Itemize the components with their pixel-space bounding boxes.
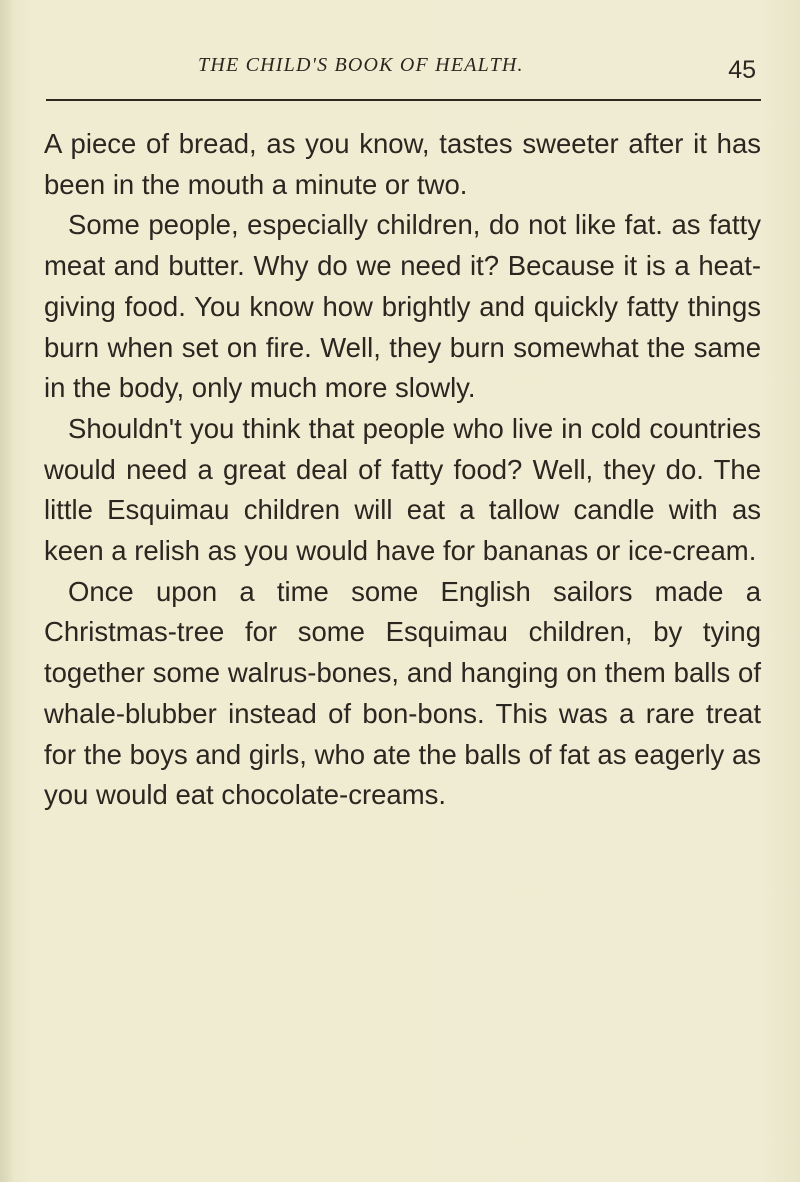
header-rule (46, 99, 761, 101)
body-text (44, 124, 761, 816)
paragraph-cold-countries: Shouldn't you think that people who live in cold countries would need a great deal of fatty food? Well, they do. The little Esquimau children will eat a tallow candle with as keen a relish as you would have for bananas or ice-cream. (44, 412, 761, 567)
page-header (40, 48, 760, 98)
paragraph-christmas-tree: Once upon a time some English sailors made a Christmas-tree for some Esquimau children, by tying together some walrus-bones, and hanging on them balls of whale-blubber instead of bon-bons. This was a rare treat for the boys and girls, who ate the balls of fat as eagerly as you would eat chocolate-creams. (44, 575, 761, 811)
paragraph-fat: Some people, especially children, do not like fat. as fatty meat and butter. Why do we need it? Because it is a heat-giving food. You know how brightly and quickly fatty things burn when set on fire. Well, they burn somewhat the same in the body, only much more slowly. (44, 209, 761, 404)
page-number: 45 (728, 56, 756, 84)
paragraph-bread: A piece of bread, as you know, tastes sweeter after it has been in the mouth a minute or two. (44, 128, 761, 200)
page-gutter-shadow (0, 0, 14, 1182)
running-title: THE CHILD'S BOOK OF HEALTH. (198, 54, 524, 76)
